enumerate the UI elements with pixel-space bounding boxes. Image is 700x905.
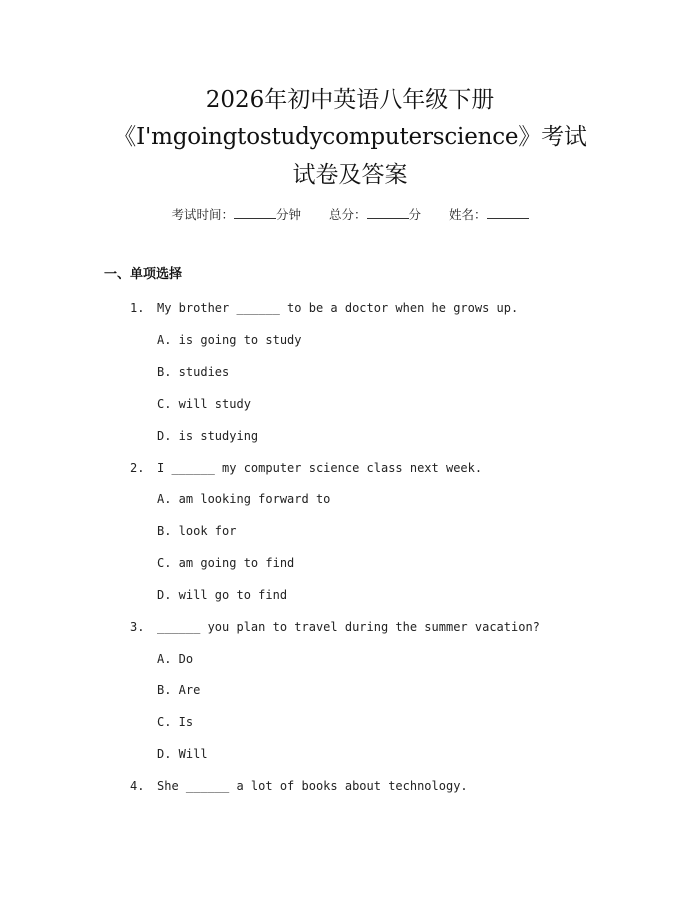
question-number: 1. [130,301,145,315]
question-option: B. look for [157,524,237,538]
exam-time-field [171,206,301,224]
question-option: C. am going to find [157,556,295,570]
page-title-line-2: 《I'mgoingtostudycomputerscience》考试 [113,124,587,150]
question-text: My brother ______ to be a doctor when he grows up. [157,301,519,315]
section-title: 一、单项选择 [104,267,183,282]
question-text: I ______ my computer science class next week. [157,461,483,475]
student-name-blank [487,218,529,219]
question-option: A. is going to study [157,333,302,347]
question-option: D. will go to find [157,588,288,602]
student-name-field [449,206,529,224]
total-score-field [329,206,421,224]
total-score-unit: 分 [408,207,422,222]
page-title-line-1: 2026年初中英语八年级下册 [205,87,495,113]
exam-time-blank [234,218,276,219]
question-option: B. Are [157,683,201,697]
question-option: A. Do [157,652,194,666]
question-number: 3. [130,620,145,634]
question-number: 4. [130,779,145,793]
total-score-blank [367,218,409,219]
page-title-line-3: 试卷及答案 [292,162,408,188]
question-option: A. am looking forward to [157,492,331,506]
student-name-label: 姓名： [449,207,487,222]
question-text: She ______ a lot of books about technology. [157,779,468,793]
question-number: 2. [130,461,145,475]
question-option: D. Will [157,747,208,761]
question-text: ______ you plan to travel during the summer vacation? [157,620,540,634]
exam-time-unit: 分钟 [275,207,301,222]
question-option: D. is studying [157,429,259,443]
total-score-label: 总分： [328,207,367,222]
exam-time-label: 考试时间： [171,207,234,222]
question-option: C. will study [157,397,251,411]
question-option: C. Is [157,715,194,729]
question-option: B. studies [157,365,230,379]
exam-meta-row [0,206,700,224]
